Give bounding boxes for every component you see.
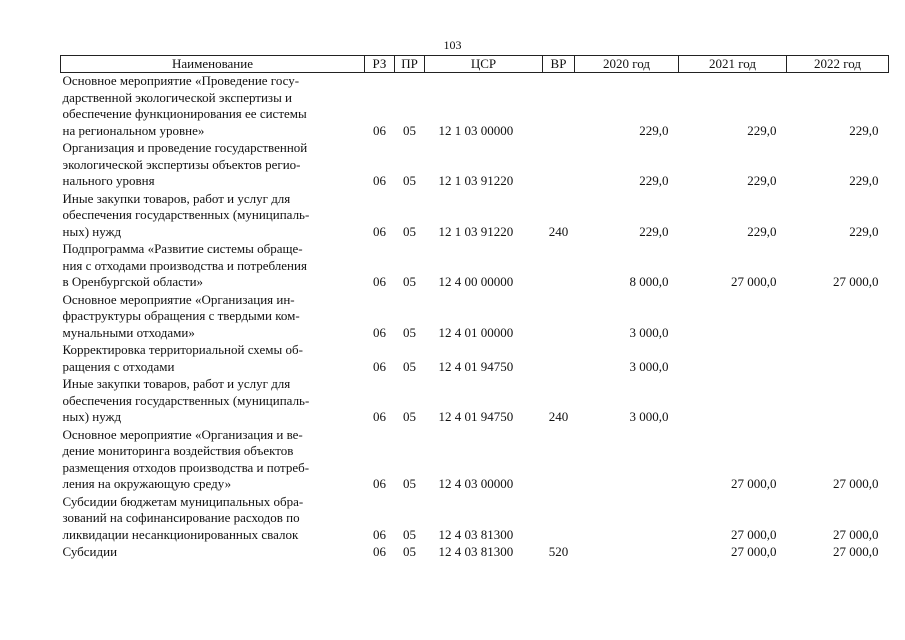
- row-name: [61, 427, 365, 494]
- header-name: Наименование: [61, 56, 365, 73]
- row-name: [61, 342, 365, 376]
- row-name-line: ращения с отходами: [62, 358, 175, 374]
- row-2022: [787, 292, 889, 343]
- row-name-line: Субсидии: [62, 544, 118, 559]
- row-2022: 27 000,0: [833, 274, 879, 289]
- row-name-line: Иные закупки товаров, работ и услуг для: [62, 190, 291, 206]
- row-name-line: зований на софинансирование расходов по: [62, 510, 300, 525]
- row-2020: 229,0: [639, 173, 669, 188]
- row-pr: 05: [403, 358, 416, 374]
- row-name-line: ных) нужд: [62, 409, 122, 424]
- table-row: [61, 544, 889, 562]
- row-csr: 12 4 00 00000: [438, 274, 514, 289]
- row-name-line: Организация и проведение государственной: [62, 140, 308, 155]
- row-name-line: обеспечение функционирования ее системы: [62, 106, 307, 121]
- row-name-line: экологической экспертизы объектов регио-: [62, 156, 301, 172]
- row-name-line: ления на окружающую среду»: [62, 476, 232, 491]
- row-rz: 06: [373, 122, 386, 138]
- header-csr: ЦСР: [425, 56, 543, 73]
- row-2022: 27 000,0: [833, 544, 879, 559]
- budget-table: [60, 55, 889, 562]
- row-vr: [543, 427, 575, 494]
- row-name-line: фраструктуры обращения с твердыми ком-: [62, 308, 300, 323]
- row-rz: 06: [373, 358, 386, 374]
- row-rz: 06: [373, 526, 386, 542]
- row-csr: 12 4 01 00000: [438, 324, 514, 340]
- table-row: [61, 376, 889, 427]
- row-2022: 27 000,0: [833, 476, 879, 491]
- row-2020: 3 000,0: [629, 358, 669, 374]
- row-vr: [543, 241, 575, 292]
- row-vr: 520: [548, 544, 569, 559]
- row-2022: 27 000,0: [833, 526, 879, 542]
- row-name: [61, 544, 365, 562]
- row-rz: 06: [373, 173, 386, 188]
- row-name: [61, 494, 365, 545]
- row-name-line: Корректировка территориальной схемы об-: [62, 342, 303, 357]
- row-name-line: Подпрограмма «Развитие системы обраще-: [62, 241, 303, 256]
- table-row: [61, 140, 889, 191]
- row-rz: 06: [373, 544, 386, 559]
- row-2020: [575, 427, 679, 494]
- row-2022: 229,0: [849, 173, 879, 188]
- row-2022: [787, 342, 889, 376]
- table-body: [61, 73, 889, 562]
- header-vr: ВР: [543, 56, 575, 73]
- row-name-line: дение мониторинга воздействия объектов: [62, 443, 294, 458]
- row-2021: 229,0: [747, 122, 777, 138]
- row-name-line: дарственной экологической экспертизы и: [62, 89, 293, 105]
- table-row: [61, 73, 889, 141]
- row-pr: 05: [403, 526, 416, 542]
- row-vr: [543, 342, 575, 376]
- table-header-row: [61, 56, 889, 73]
- row-rz: 06: [373, 274, 386, 289]
- header-2021: 2021 год: [679, 56, 787, 73]
- row-name-line: ных) нужд: [62, 223, 122, 239]
- row-name-line: ния с отходами производства и потребления: [62, 257, 307, 273]
- row-name: [61, 73, 365, 141]
- table-row: [61, 191, 889, 242]
- row-2021: [679, 292, 787, 343]
- table-row: [61, 292, 889, 343]
- row-vr: 240: [548, 223, 569, 239]
- row-csr: 12 4 01 94750: [438, 358, 514, 374]
- row-pr: 05: [403, 274, 416, 289]
- row-name-line: в Оренбургской области»: [62, 274, 204, 289]
- row-2022: 229,0: [849, 122, 879, 138]
- row-2022: 229,0: [849, 223, 879, 239]
- row-name-line: размещения отходов производства и потреб-: [62, 459, 310, 475]
- header-2020: 2020 год: [575, 56, 679, 73]
- row-2020: [575, 544, 679, 562]
- row-2021: [679, 342, 787, 376]
- row-csr: 12 4 03 81300: [438, 544, 514, 559]
- row-2021: 27 000,0: [731, 274, 777, 289]
- row-pr: 05: [403, 544, 416, 559]
- row-2020: 229,0: [639, 122, 669, 138]
- row-2021: [679, 376, 787, 427]
- row-vr: [543, 494, 575, 545]
- row-pr: 05: [403, 476, 416, 491]
- header-pr: ПР: [395, 56, 425, 73]
- row-name-line: Основное мероприятие «Организация и ве-: [62, 426, 303, 442]
- row-2021: 27 000,0: [731, 526, 777, 542]
- row-2020: 3 000,0: [629, 409, 669, 424]
- row-csr: 12 4 03 00000: [438, 476, 514, 491]
- row-name-line: обеспечения государственных (муниципаль-: [62, 207, 310, 222]
- row-2021: 229,0: [747, 223, 777, 239]
- row-name-line: Основное мероприятие «Проведение госу-: [62, 73, 300, 88]
- row-name: [61, 376, 365, 427]
- row-name-line: Субсидии бюджетам муниципальных обра-: [62, 493, 304, 509]
- row-2020: 229,0: [639, 223, 669, 239]
- row-csr: 12 1 03 91220: [438, 173, 514, 188]
- row-2020: 3 000,0: [629, 324, 669, 340]
- row-name-line: ликвидации несанкционированных свалок: [62, 526, 299, 542]
- row-name-line: Иные закупки товаров, работ и услуг для: [62, 376, 291, 391]
- row-name: [61, 241, 365, 292]
- row-name-line: нального уровня: [62, 173, 155, 188]
- row-rz: 06: [373, 409, 386, 424]
- row-name-line: на региональном уровне»: [62, 122, 205, 138]
- row-name-line: обеспечения государственных (муниципаль-: [62, 392, 310, 408]
- row-name: [61, 292, 365, 343]
- row-rz: 06: [373, 223, 386, 239]
- row-vr: [543, 292, 575, 343]
- page-number: 103: [443, 38, 462, 52]
- row-pr: 05: [403, 122, 416, 138]
- row-name: [61, 140, 365, 191]
- table-row: [61, 241, 889, 292]
- row-pr: 05: [403, 324, 416, 340]
- row-2020: 8 000,0: [629, 274, 669, 289]
- table-row: [61, 427, 889, 494]
- table-row: [61, 494, 889, 545]
- row-vr: 240: [548, 409, 569, 424]
- row-pr: 05: [403, 409, 416, 424]
- row-name-line: Основное мероприятие «Организация ин-: [62, 291, 295, 307]
- row-2021: 229,0: [747, 173, 777, 188]
- row-rz: 06: [373, 324, 386, 340]
- row-csr: 12 4 03 81300: [438, 526, 514, 542]
- row-name-line: мунальными отходами»: [62, 324, 195, 340]
- row-2020: [575, 494, 679, 545]
- row-pr: 05: [403, 223, 416, 239]
- row-2022: [787, 376, 889, 427]
- row-rz: 06: [373, 476, 386, 491]
- row-2021: 27 000,0: [731, 476, 777, 491]
- row-csr: 12 1 03 00000: [438, 122, 514, 138]
- row-vr: [543, 140, 575, 191]
- header-rz: РЗ: [365, 56, 395, 73]
- row-name: [61, 191, 365, 242]
- row-csr: 12 4 01 94750: [438, 409, 514, 424]
- row-vr: [543, 73, 575, 141]
- row-2021: 27 000,0: [731, 544, 777, 559]
- row-csr: 12 1 03 91220: [438, 223, 514, 239]
- row-pr: 05: [403, 173, 416, 188]
- header-2022: 2022 год: [787, 56, 889, 73]
- table-row: [61, 342, 889, 376]
